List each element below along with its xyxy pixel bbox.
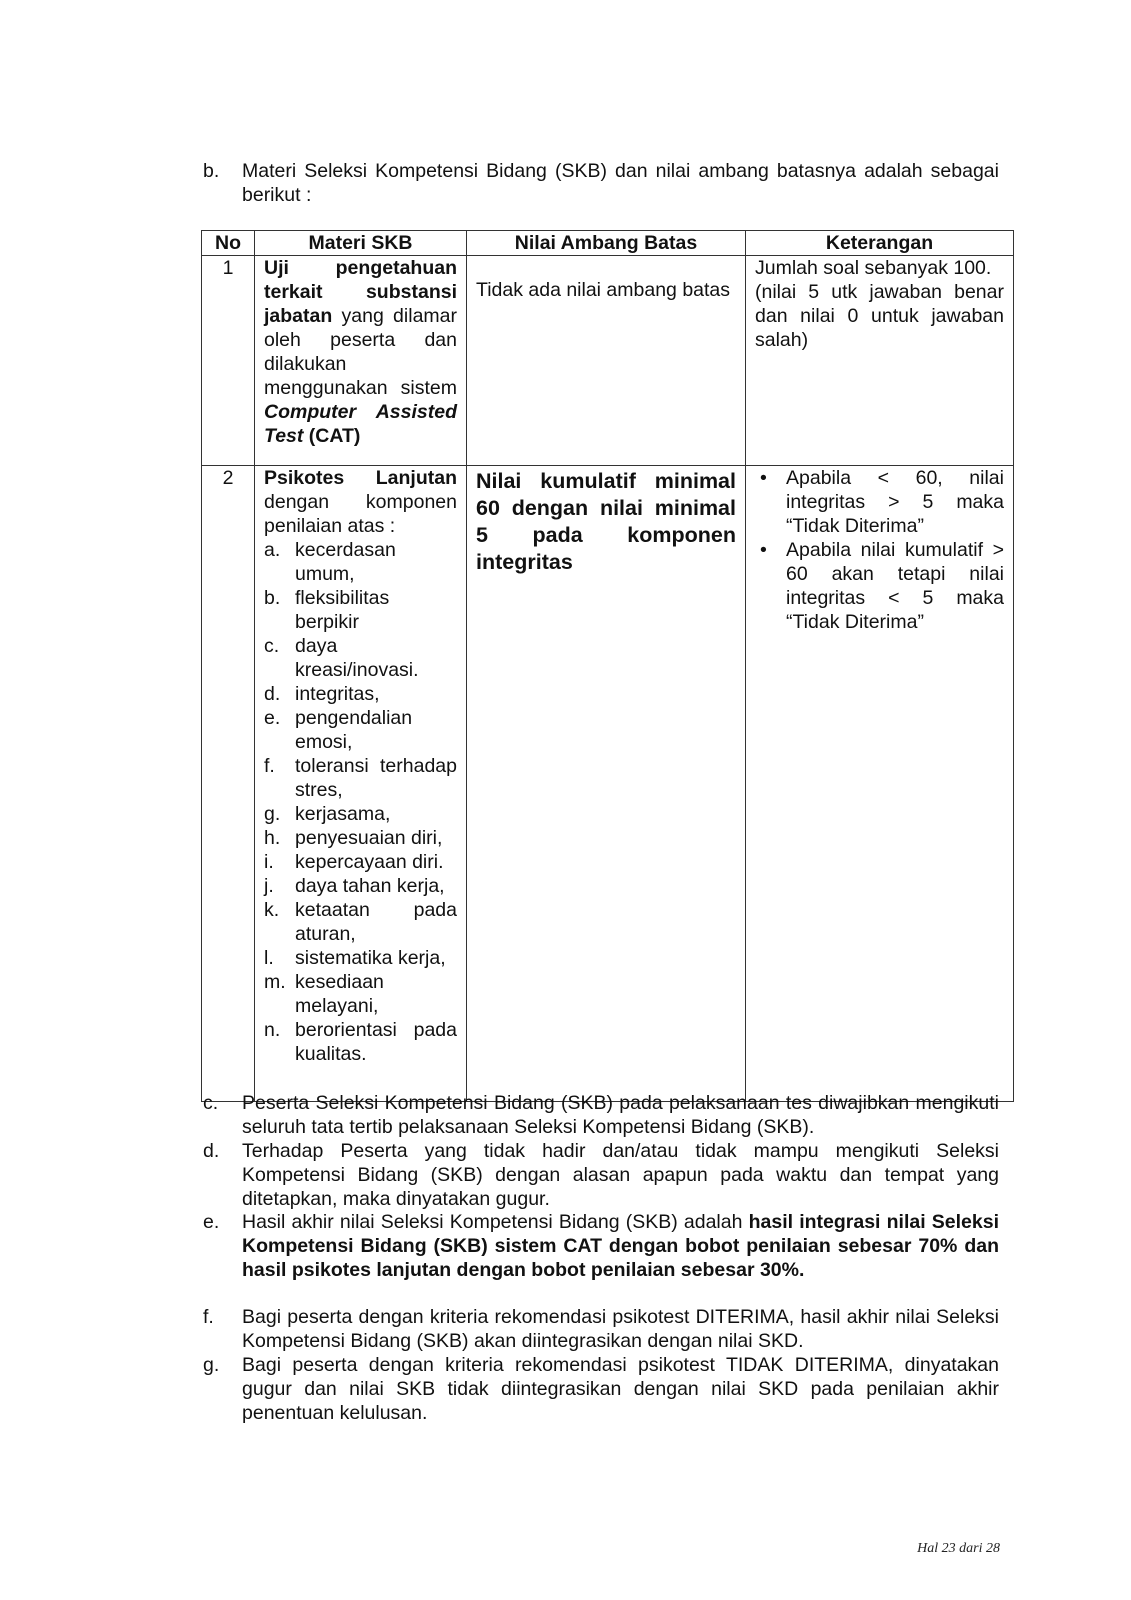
list-item-marker: d. [264, 683, 281, 705]
row1-materi-text: yang dilamar oleh peserta dan dilakukan menggunakan sistem [264, 305, 457, 399]
list-item-marker: f. [264, 755, 275, 777]
row2-materi-bold: Psikotes Lanjutan [264, 467, 457, 489]
paragraph-c-label: c. [203, 1092, 219, 1114]
list-item-text: Apabila < 60, nilai integritas > 5 maka “Tidak Diterima” [786, 467, 1004, 537]
list-item [264, 970, 457, 1018]
list-item-text: Apabila nilai kumulatif > 60 akan tetapi nilai integritas < 5 maka “Tidak Diterima” [786, 539, 1004, 633]
list-item [264, 538, 457, 586]
paragraph-e [203, 1210, 999, 1282]
list-item [264, 802, 457, 826]
row2-keterangan [746, 466, 1014, 1102]
table-row [202, 256, 1014, 466]
list-item-marker: k. [264, 899, 280, 921]
header-no: No [202, 231, 255, 256]
list-item [264, 874, 457, 898]
row1-nilai-text: Tidak ada nilai ambang batas [476, 279, 731, 301]
list-item-text: kesediaan melayani, [295, 971, 384, 1017]
list-item [264, 1018, 457, 1066]
paragraph-e-plain: Hasil akhir nilai Seleksi Kompetensi Bidang (SKB) adalah [242, 1211, 749, 1233]
list-item [264, 634, 457, 682]
row1-materi-bold: Uji pengetahuan terkait substansi jabatan [264, 257, 457, 327]
list-item-marker: e. [264, 707, 281, 729]
list-item-text: fleksibilitas berpikir [295, 587, 390, 633]
list-item-marker: l. [264, 947, 274, 969]
paragraph-f-text: Bagi peserta dengan kriteria rekomendasi psikotest DITERIMA, hasil akhir nilai Seleksi Kompetensi Bidang (SKB) akan diintegrasikan dengan nilai SKD. [242, 1306, 999, 1352]
list-item-text: kerjasama, [295, 803, 391, 825]
paragraph-b-label: b. [203, 160, 220, 182]
list-item-text: penyesuaian diri, [295, 827, 443, 849]
row2-nilai [467, 466, 746, 1102]
paragraph-b-text: Materi Seleksi Kompetensi Bidang (SKB) dan nilai ambang batasnya adalah sebagai berikut : [242, 160, 999, 206]
list-item-text: kepercayaan diri. [295, 851, 444, 873]
list-item-text: daya tahan kerja, [295, 875, 445, 897]
paragraph-e-label: e. [203, 1211, 220, 1233]
list-item-text: kecerdasan umum, [295, 539, 396, 585]
paragraph-g-label: g. [203, 1354, 220, 1376]
row1-keterangan [746, 256, 1014, 466]
list-item-text: sistematika kerja, [295, 947, 446, 969]
bullet-icon: • [760, 539, 767, 561]
list-item [264, 826, 457, 850]
list-item [264, 754, 457, 802]
row2-materi-intro [264, 466, 457, 538]
list-item [264, 706, 457, 754]
paragraph-g-text: Bagi peserta dengan kriteria rekomendasi psikotest TIDAK DITERIMA, dinyatakan gugur dan nilai SKB tidak diintegrasikan dengan nilai SKD pada penilaian akhir penentuan kelulusan. [242, 1354, 999, 1424]
list-item-marker: g. [264, 803, 281, 825]
table-header-row [202, 231, 1014, 256]
list-item-marker: h. [264, 827, 281, 849]
header-keterangan: Keterangan [746, 231, 1014, 256]
page-number: Hal 23 dari 28 [917, 1541, 1000, 1556]
component-list [264, 538, 457, 1066]
row1-materi-cat-tail: (CAT) [303, 425, 361, 447]
header-materi: Materi SKB [255, 231, 467, 256]
paragraph-c-text: Peserta Seleksi Kompetensi Bidang (SKB) pada pelaksanaan tes diwajibkan mengikuti seluruh tata tertib pelaksanaan Seleksi Kompetensi Bidang (SKB). [242, 1092, 999, 1138]
paragraph-d-label: d. [203, 1140, 220, 1162]
paragraph-e-bold: hasil integrasi nilai Seleksi Kompetensi Bidang (SKB) sistem CAT dengan bobot penilaian sebesar 70% dan hasil psikotes lanjutan dengan bobot penilaian sebesar 30%. [242, 1211, 999, 1281]
table-row [202, 466, 1014, 1102]
list-item [264, 586, 457, 634]
paragraph-f-label: f. [203, 1306, 214, 1328]
list-item-marker: c. [264, 635, 280, 657]
list-item-text: integritas, [295, 683, 380, 705]
row1-materi-cat: Computer Assisted Test [264, 401, 457, 447]
row2-nilai-text: Nilai kumulatif minimal 60 dengan nilai minimal 5 pada komponen integritas [476, 469, 736, 574]
list-item [264, 682, 457, 706]
paragraph-f [203, 1305, 999, 1353]
paragraph-c [203, 1091, 999, 1139]
row2-no: 2 [202, 466, 255, 1102]
list-item-text: ketaatan pada aturan, [295, 899, 457, 945]
paragraph-b [203, 159, 999, 207]
row2-materi-text: dengan komponen penilaian atas : [264, 491, 457, 537]
row1-keterangan-line1: Jumlah soal sebanyak 100. [755, 257, 992, 279]
list-item-text: toleransi terhadap stres, [295, 755, 457, 801]
list-item-marker: j. [264, 875, 274, 897]
paragraph-d [203, 1139, 999, 1211]
header-nilai: Nilai Ambang Batas [467, 231, 746, 256]
list-item-text: daya kreasi/inovasi. [295, 635, 419, 681]
list-item-marker: n. [264, 1019, 281, 1041]
list-item-marker: b. [264, 587, 281, 609]
list-item [755, 466, 1004, 538]
list-item-marker: m. [264, 971, 286, 993]
list-item [264, 850, 457, 874]
list-item [264, 898, 457, 946]
list-item-text: pengendalian emosi, [295, 707, 413, 753]
row1-no: 1 [202, 256, 255, 466]
list-item [755, 538, 1004, 634]
list-item-marker: i. [264, 851, 274, 873]
row2-materi [255, 466, 467, 1102]
paragraph-d-text: Terhadap Peserta yang tidak hadir dan/atau tidak mampu mengikuti Seleksi Kompetensi Bidang (SKB) dengan alasan apapun pada waktu dan tempat yang ditetapkan, maka dinyatakan gugur. [242, 1140, 999, 1210]
row1-materi [255, 256, 467, 466]
skb-table [201, 230, 1014, 1102]
row1-keterangan-line2: (nilai 5 utk jawaban benar dan nilai 0 untuk jawaban salah) [755, 281, 1004, 351]
paragraph-g [203, 1353, 999, 1425]
row1-nilai [467, 256, 746, 466]
bullet-icon: • [760, 467, 767, 489]
list-item [264, 946, 457, 970]
keterangan-bullets [755, 466, 1004, 634]
list-item-text: berorientasi pada kualitas. [295, 1019, 457, 1065]
paragraph-e-text [242, 1210, 999, 1282]
list-item-marker: a. [264, 539, 281, 561]
